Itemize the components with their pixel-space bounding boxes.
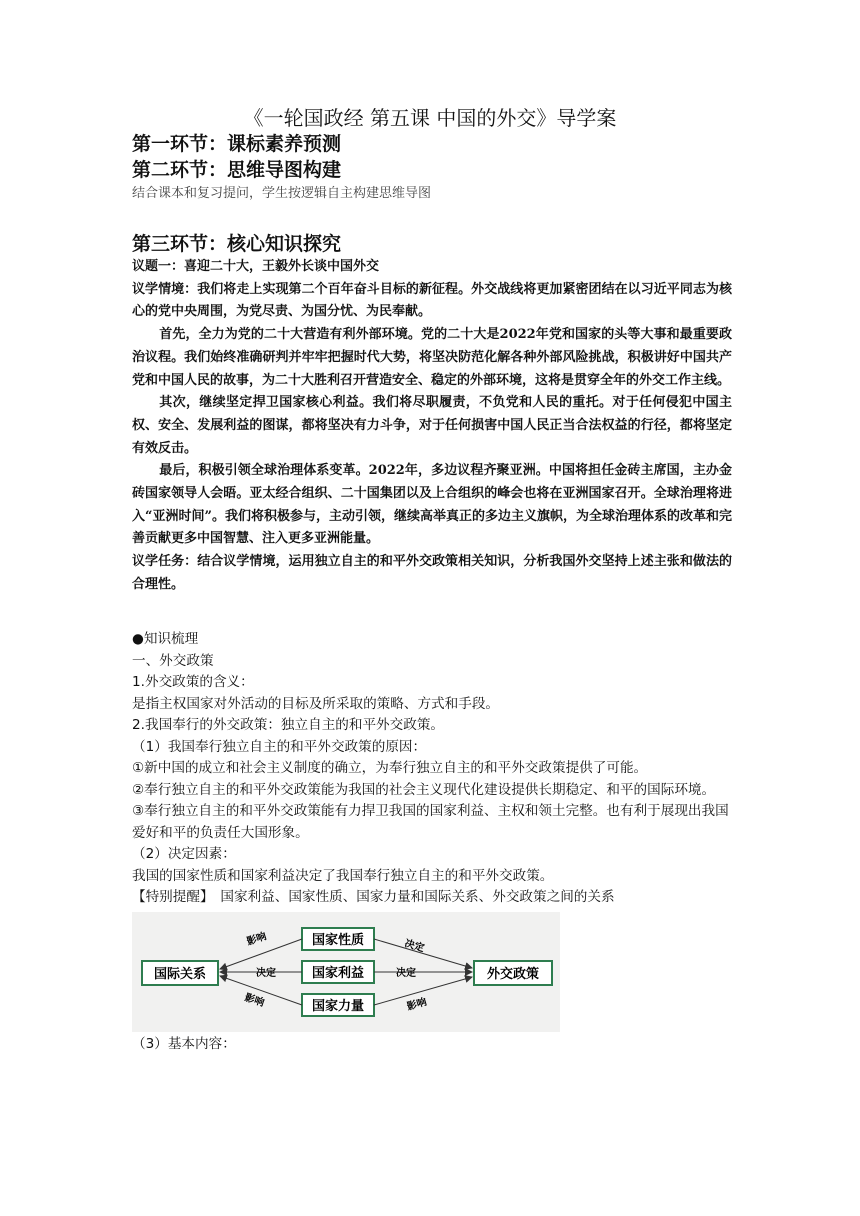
knowledge-line: ③奉行独立自主的和平外交政策能有力捍卫我国的国家利益、主权和领土完整。也有利于展现出我国爱好和平的负责任大国形象。 <box>132 803 729 841</box>
page-title: 《一轮国政经 第五课 中国的外交》导学案 <box>243 106 617 130</box>
knowledge-block <box>132 629 732 909</box>
section-heading-1: 第一环节：课标素养预测 <box>132 133 342 155</box>
section-heading-3: 第三环节：核心知识探究 <box>132 233 342 255</box>
label-state-nature: 国家性质 <box>311 933 365 948</box>
knowledge-line: 是指主权国家对外活动的目标及所采取的策略、方式和手段。 <box>132 695 500 712</box>
arrow-label-influence-top: 影响 <box>245 931 268 948</box>
section-2-note: 结合课本和复习提问，学生按逻辑自主构建思维导图 <box>132 186 432 201</box>
section-heading-2: 第二环节：思维导图构建 <box>132 159 342 181</box>
relationship-diagram-svg <box>132 912 560 1032</box>
topic-paragraph-3: 最后，积极引领全球治理体系变革。2022年，多边议程齐聚亚洲。中国将担任金砖主席国，主办金砖国家领导人会晤。亚太经合组织、二十国集团以及上合组织的峰会也将在亚洲国家召开。全球治理将进入“亚洲时间”。我们将积极参与，主动引领，继续高举真正的多边主义旗帜，为全球治理体系的改革和完善贡献更多中国智慧、注入更多亚洲能量。 <box>132 463 732 547</box>
label-state-power: 国家力量 <box>311 999 365 1014</box>
topic-block <box>132 256 732 597</box>
knowledge-line: 我国的国家性质和国家利益决定了我国奉行独立自主的和平外交政策。 <box>132 867 554 884</box>
knowledge-line: 一、外交政策 <box>132 652 214 669</box>
special-reminder: 【特别提醒】 国家利益、国家性质、国家力量和国际关系、外交政策之间的关系 <box>132 889 615 905</box>
topic-heading: 议题一：喜迎二十大，王毅外长谈中国外交 <box>132 259 380 274</box>
knowledge-line: ①新中国的成立和社会主义制度的确立，为奉行独立自主的和平外交政策提供了可能。 <box>132 760 648 776</box>
arrow-label-decide-top: 决定 <box>403 938 426 955</box>
arrow-label-influence-bottom-right: 影响 <box>405 996 429 1013</box>
basic-content-block <box>132 1034 732 1056</box>
arrow-label-decide-mid-left: 决定 <box>256 968 276 979</box>
knowledge-line: （3）基本内容： <box>132 1036 236 1052</box>
knowledge-line: （2）决定因素： <box>132 846 236 862</box>
label-state-interest: 国家利益 <box>311 966 365 981</box>
topic-paragraph-2: 其次，继续坚定捍卫国家核心利益。我们将尽职履责，不负党和人民的重托。对于任何侵犯中国主权、安全、发展利益的图谋，都将坚决有力斗争，对于任何损害中国人民正当合法权益的行径，都将坚定有效反击。 <box>132 395 732 456</box>
relationship-diagram <box>132 912 560 1032</box>
arrow-label-influence-bottom-left: 影响 <box>243 992 266 1010</box>
knowledge-line: （1）我国奉行独立自主的和平外交政策的原因： <box>132 738 427 755</box>
topic-paragraph-1: 首先，全力为党的二十大营造有利外部环境。党的二十大是2022年党和国家的头等大事和最重要政治议程。我们始终准确研判并牢牢把握时代大势，将坚决防范化解各种外部风险挑战，积极讲好中国共产党和中国人民的故事，为二十大胜利召开营造安全、稳定的外部环境，这将是贯穿全年的外交工作主线。 <box>132 327 732 388</box>
label-foreign-policy: 外交政策 <box>486 967 540 982</box>
topic-context: 议学情境：我们将走上实现第二个百年奋斗目标的新征程。外交战线将更加紧密团结在以习近平同志为核心的党中央周围，为党尽责、为国分忧、为民奉献。 <box>132 281 732 320</box>
label-intl-relations: 国际关系 <box>153 967 207 982</box>
knowledge-line: 1.外交政策的含义： <box>132 674 254 690</box>
knowledge-heading: ●知识梳理 <box>132 631 199 647</box>
topic-task: 议学任务：结合议学情境，运用独立自主的和平外交政策相关知识，分析我国外交坚持上述主张和做法的合理性。 <box>132 554 732 592</box>
knowledge-line: ②奉行独立自主的和平外交政策能为我国的社会主义现代化建设提供长期稳定、和平的国际环境。 <box>132 781 716 798</box>
arrow-label-decide-mid-right: 决定 <box>396 968 416 979</box>
knowledge-line: 2.我国奉行的外交政策：独立自主的和平外交政策。 <box>132 717 445 733</box>
